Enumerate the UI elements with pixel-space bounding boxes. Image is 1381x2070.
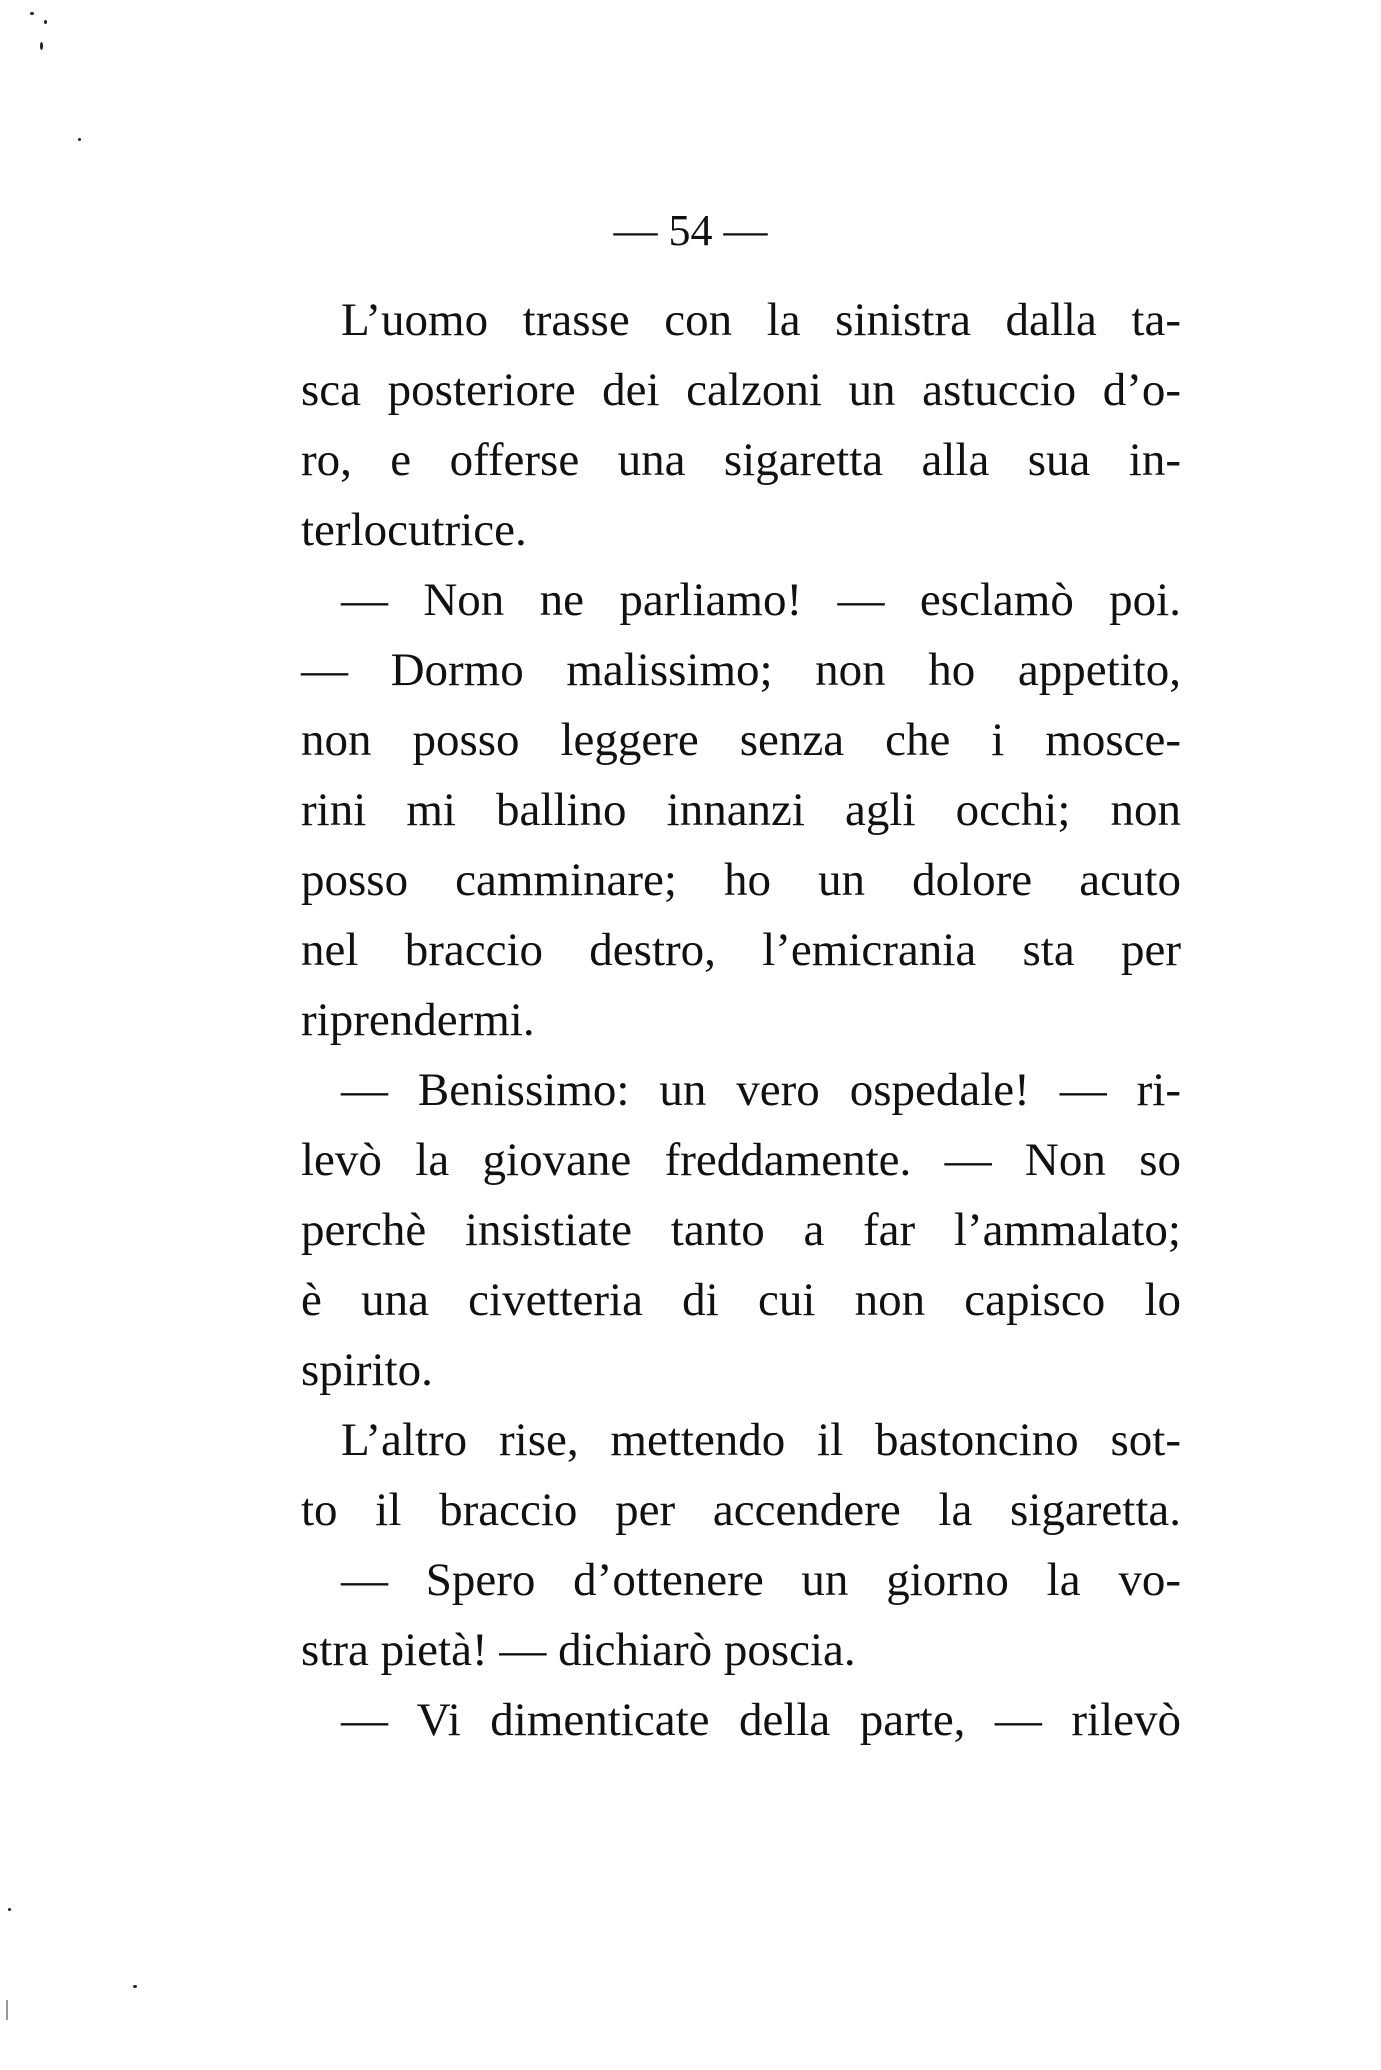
text-line: to il braccio per accendere la sigaretta. <box>301 1484 1181 1536</box>
body-text <box>301 285 1181 1755</box>
text-line: — Non ne parliamo! — esclamò poi. <box>341 574 1181 626</box>
text-line: posso camminare; ho un dolore acuto <box>301 854 1181 906</box>
scan-speck <box>44 20 47 24</box>
text-line: stra pietà! — dichiarò poscia. <box>301 1624 856 1676</box>
text-line: perchè insistiate tanto a far l’ammalato; <box>301 1204 1181 1256</box>
text-line: L’uomo trasse con la sinistra dalla ta- <box>341 294 1181 346</box>
scan-speck <box>30 12 34 15</box>
text-line: riprendermi. <box>301 994 535 1046</box>
scan-speck <box>133 1985 137 1988</box>
scan-speck <box>78 138 81 141</box>
text-line: ro, e offerse una sigaretta alla sua in- <box>301 434 1181 486</box>
text-line: rini mi ballino innanzi agli occhi; non <box>301 784 1181 836</box>
text-line: L’altro rise, mettendo il bastoncino sot- <box>341 1414 1181 1466</box>
scan-speck <box>8 1908 11 1911</box>
text-line: nel braccio destro, l’emicrania sta per <box>301 924 1181 976</box>
text-line: sca posteriore dei calzoni un astuccio d’o- <box>301 364 1181 416</box>
page-number: — 54 — <box>613 206 768 255</box>
text-line: terlocutrice. <box>301 504 527 556</box>
text-line: spirito. <box>301 1344 433 1396</box>
text-line: levò la giovane freddamente. — Non so <box>301 1134 1181 1186</box>
text-line: è una civetteria di cui non capisco lo <box>301 1274 1181 1326</box>
text-line: — Benissimo: un vero ospedale! — ri- <box>341 1064 1181 1116</box>
text-line: non posso leggere senza che i mosce- <box>301 714 1181 766</box>
scan-speck <box>40 42 43 50</box>
text-line: — Spero d’ottenere un giorno la vo- <box>341 1554 1181 1606</box>
scan-speck <box>6 2000 8 2020</box>
text-line: — Vi dimenticate della parte, — rilevò <box>341 1694 1181 1746</box>
text-line: — Dormo malissimo; non ho appetito, <box>301 644 1181 696</box>
